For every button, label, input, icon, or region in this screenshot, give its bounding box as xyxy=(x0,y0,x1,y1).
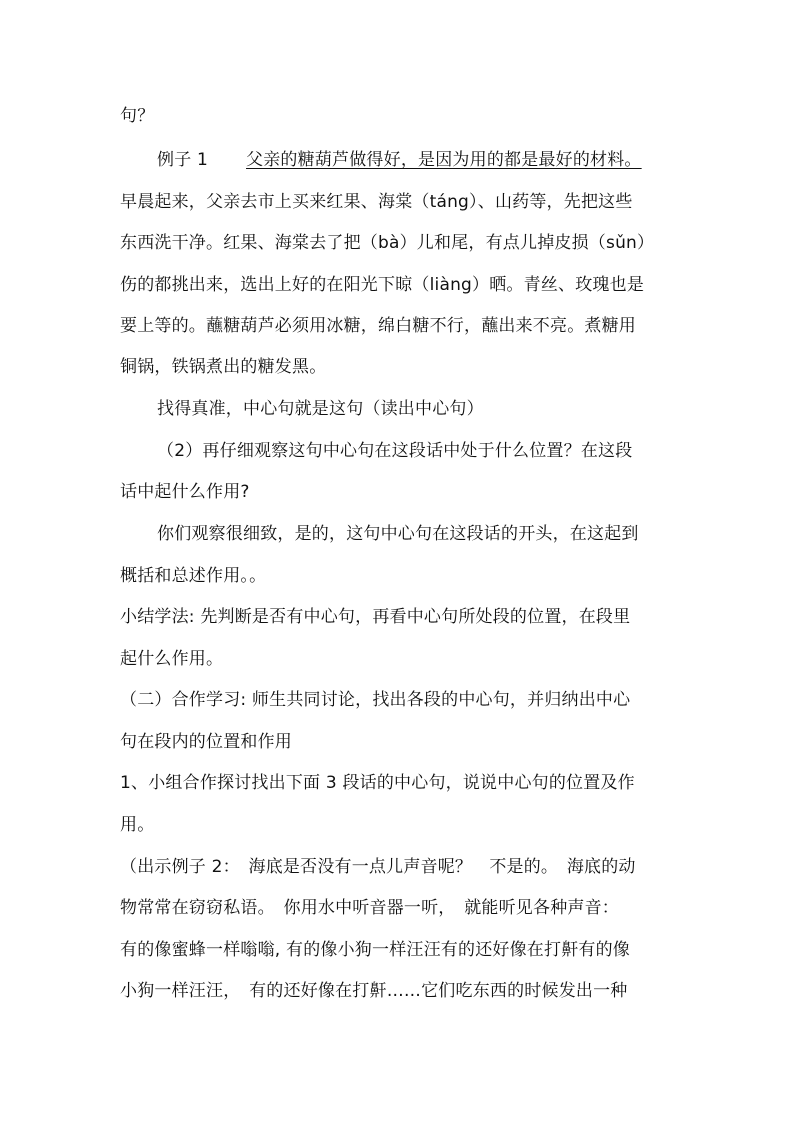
text-line: 找得真准，中心句就是这句（读出中心句） xyxy=(157,399,484,419)
text-line: 东西洗干净。红果、海棠去了把（bà）儿和尾，有点儿掉皮损（sǔn） xyxy=(120,233,655,253)
text-line: 小狗一样汪汪， 有的还好像在打鼾……它们吃东西的时候发出一种 xyxy=(120,981,628,1001)
text-line: 用。 xyxy=(120,815,155,835)
text-line: 物常常在窃窃私语。 你用水中听音器一听， 就能听见各种声音： xyxy=(120,898,619,918)
example-1-line xyxy=(157,150,642,170)
text-line: 有的像蜜蜂一样嗡嗡, 有的像小狗一样汪汪有的还好像在打鼾有的像 xyxy=(120,940,631,960)
text-line: 起什么作用。 xyxy=(120,649,224,669)
central-sentence: 父亲的糖葫芦做得好，是因为用的都是最好的材料。 xyxy=(246,150,642,170)
text-line: 要上等的。蘸糖葫芦必须用冰糖，绵白糖不行，蘸出来不亮。煮糖用 xyxy=(120,316,636,336)
text-line: （2）再仔细观察这句中心句在这段话中处于什么位置？在这段 xyxy=(157,441,633,461)
example-2-line: （出示例子 2： 海底是否没有一点儿声音呢？ 不是的。 海底的动 xyxy=(120,857,636,877)
task-line: 1、小组合作探讨找出下面 3 段话的中心句，说说中心句的位置及作 xyxy=(120,773,635,793)
text-line: 铜锅，铁锅煮出的糖发黑。 xyxy=(120,357,327,377)
summary-line: 小结学法: 先判断是否有中心句，再看中心句所处段的位置，在段里 xyxy=(120,607,631,627)
text-line: 早晨起来，父亲去市上买来红果、海棠（táng）、山药等，先把这些 xyxy=(120,192,633,212)
text-line: 概括和总述作用。。 xyxy=(120,566,267,586)
text-line: 句？ xyxy=(120,106,155,126)
section-heading: （二）合作学习: 师生共同讨论，找出各段的中心句，并归纳出中心 xyxy=(120,690,631,710)
text-line: 伤的都挑出来，选出上好的在阳光下晾（liàng）晒。青丝、玫瑰也是 xyxy=(120,275,645,295)
example-label: 例子 1 xyxy=(157,150,209,170)
text-line: 句在段内的位置和作用 xyxy=(120,732,292,752)
text-line: 你们观察很细致，是的，这句中心句在这段话的开头，在这起到 xyxy=(157,524,639,544)
text-line: 话中起什么作用? xyxy=(120,482,250,502)
